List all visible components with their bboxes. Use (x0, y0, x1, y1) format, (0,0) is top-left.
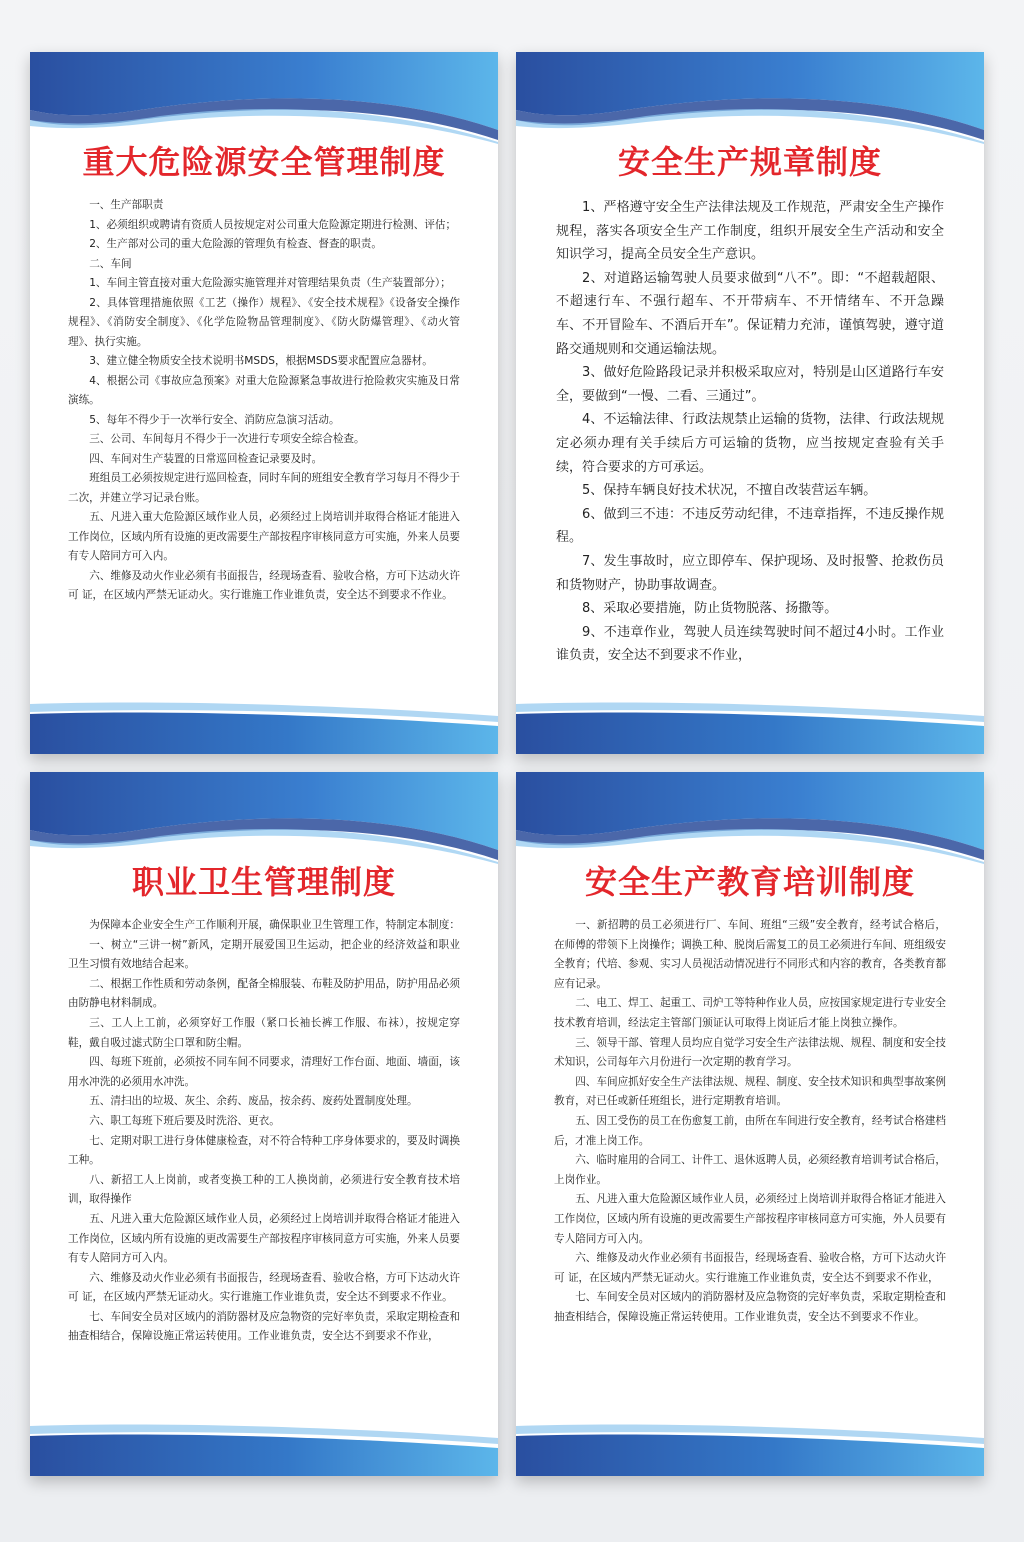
paragraph: 7、发生事故时，应立即停车、保护现场、及时报警、抢救伤员和货物财产，协助事故调查。 (556, 553, 944, 593)
paragraph: 三、公司、车间每月不得少于一次进行专项安全综合检查。 (89, 433, 365, 445)
board-title: 重大危险源安全管理制度 (82, 143, 446, 181)
top-wave-band (30, 772, 498, 864)
paragraph: 五、凡进入重大危险源区域作业人员，必须经过上岗培训并取得合格证才能进入工作岗位，区域内所有设施的更改需要生产部按程序审核同意方可实施，外来人员要有专人陪同方可入内。 (68, 1212, 460, 1265)
paragraph: 四、车间对生产装置的日常巡回检查记录要及时。 (89, 452, 323, 465)
paragraph: 七、车间安全员对区域内的消防器材及应急物资的完好率负责，采取定期检查和抽查相结合，保障设施正常运转使用。工作业谁负责，安全达不到要求不作业。 (554, 1291, 946, 1323)
paragraph: 1、严格遵守安全生产法律法规及工作规范，严肃安全生产操作规程，落实各项安全生产工作制度，组织开展安全生产活动和安全知识学习，提高全员安全生产意识。 (556, 200, 944, 263)
paragraph: 8、采取必要措施，防止货物脱落、扬撒等。 (582, 601, 838, 617)
paragraph: 六、临时雇用的合同工、计件工、退休返聘人员，必须经教育培训考试合格后，上岗作业。 (554, 1154, 946, 1186)
paragraph: 为保障本企业安全生产工作顺利开展，确保职业卫生管理工作，特制定本制度： (89, 919, 460, 931)
paragraph: 5、保持车辆良好技术状况，不擅自改装营运车辆。 (582, 483, 877, 499)
safety-education-training-board (516, 772, 984, 1476)
paragraph: 一、生产部职责 (89, 199, 164, 211)
paragraph: 二、根据工作性质和劳动条例，配备全棉服装、布鞋及防护用品，防护用品必须由防静电材料制成。 (68, 977, 460, 1010)
board-body (68, 196, 460, 606)
paragraph: 八、新招工人上岗前，或者变换工种的工人换岗前，必须进行安全教育技术培训，取得操作 (68, 1173, 460, 1206)
board-body (556, 196, 944, 668)
board-title: 职业卫生管理制度 (131, 863, 396, 901)
bottom-wave-band (30, 700, 498, 754)
bottom-wave-band (516, 1422, 984, 1476)
paragraph: 9、不违章作业，驾驶人员连续驾驶时间不超过4小时。工作业谁负责，安全达不到要求不作业， (556, 624, 944, 664)
paragraph: 七、车间安全员对区域内的消防器材及应急物资的完好率负责，采取定期检查和抽查相结合，保障设施正常运转使用。工作业谁负责，安全达不到要求不作业， (68, 1310, 460, 1343)
paragraph: 四、每班下班前，必须按不同车间不同要求，清理好工作台面、地面、墙面，该用水冲洗的必须用水冲洗。 (68, 1056, 460, 1088)
paragraph: 2、对道路运输驾驶人员要求做到“八不”。即：“不超载超限、不超速行车、不强行超车、不开带病车、不开情绪车、不开急躁车、不开冒险车、不酒后开车”。保证精力充沛，谨慎驾驶，遵守道路交通规则和交通运输法规。 (556, 270, 944, 357)
paragraph: 三、领导干部、管理人员均应自觉学习安全生产法律法规、规程、制度和安全技术知识，公司每年六月份进行一次定期的教育学习。 (554, 1036, 946, 1069)
board-body (554, 916, 946, 1327)
occupational-health-board (30, 772, 498, 1476)
paragraph: 六、维修及动火作业必须有书面报告，经现场查看、验收合格，方可下达动火许可 证，在区域内严禁无证动火。实行谁施工作业谁负责，安全达不到要求不作业。 (68, 1271, 460, 1304)
paragraph: 五、凡进入重大危险源区域作业人员，必须经过上岗培训并取得合格证才能进入工作岗位，区域内所有设施的更改需要生产部按程序审核同意方可实施，外来人员要有专人陪同方可入内。 (68, 511, 460, 562)
paragraph: 六、维修及动火作业必须有书面报告，经现场查看、验收合格，方可下达动火许可 证，在区域内严禁无证动火。实行谁施工作业谁负责，安全达不到要求不作业。 (68, 569, 460, 601)
paragraph: 六、维修及动火作业必须有书面报告，经现场查看、验收合格，方可下达动火许可 证，在区域内严禁无证动火。实行谁施工作业谁负责，安全达不到要求不作业， (554, 1252, 946, 1284)
paragraph: 6、做到三不违：不违反劳动纪律，不违章指挥，不违反操作规程。 (556, 506, 944, 546)
paragraph: 七、定期对职工进行身体健康检查，对不符合特种工序身体要求的，要及时调换工种。 (68, 1134, 460, 1167)
paragraph: 4、不运输法律、行政法规禁止运输的货物，法律、行政法规规定必须办理有关手续后方可运输的货物，应当按规定查验有关手续，符合要求的方可承运。 (556, 412, 944, 475)
bottom-wave-band (30, 1422, 498, 1476)
paragraph: 3、做好危险路段记录并积极采取应对，特别是山区道路行车安全，要做到“一慢、二看、三通过”。 (556, 365, 944, 404)
paragraph: 一、树立“三讲一树”新风，定期开展爱国卫生运动，把企业的经济效益和职业卫生习惯有效地结合起来。 (68, 938, 460, 971)
paragraph: 1、车间主管直接对重大危险源实施管理并对管理结果负责（生产装置部分）； (89, 277, 451, 289)
paragraph: 一、新招聘的员工必须进行厂、车间、班组“三级”安全教育，经考试合格后，在师傅的带领下上岗操作；调换工种、脱岗后需复工的员工必须进行车间、班组级安全教育；代培、参观、实习人员视活动情况进行不同形式和内容的教育，各类教育都应有记录。 (554, 919, 946, 990)
bottom-wave-band (516, 700, 984, 754)
paragraph: 5、每年不得少于一次举行安全、消防应急演习活动。 (89, 413, 340, 426)
paragraph: 四、车间应抓好安全生产法律法规、规程、制度、安全技术知识和典型事故案例教育，对已任或新任班组长，进行定期教育培训。 (554, 1075, 946, 1108)
board-title: 安全生产教育培训制度 (584, 863, 915, 901)
paragraph: 班组员工必须按规定进行巡回检查，同时车间的班组安全教育学习每月不得少于二次，并建立学习记录台账。 (68, 472, 460, 504)
paragraph: 五、因工受伤的员工在伤愈复工前，由所在车间进行安全教育，经考试合格建档后，才准上岗工作。 (554, 1114, 946, 1147)
paragraph: 2、具体管理措施依照《工艺（操作）规程》、《安全技术规程》《设备安全操作规程》、《消防安全制度》、《化学危险物品管理制度》、《防火防爆管理》、《动火管理》、执行实施。 (68, 296, 460, 348)
top-wave-band (516, 772, 984, 864)
paragraph: 4、根据公司《事故应急预案》对重大危险源紧急事故进行抢险救灾实施及日常演练。 (68, 374, 460, 406)
paragraph: 二、电工、焊工、起重工、司炉工等特种作业人员，应按国家规定进行专业安全技术教育培训，经法定主管部门颁证认可取得上岗证后才能上岗独立操作。 (554, 997, 946, 1029)
paragraph: 六、职工每班下班后要及时洗浴、更衣。 (89, 1114, 280, 1127)
top-wave-band (516, 52, 984, 144)
paragraph: 2、生产部对公司的重大危险源的管理负有检查、督查的职责。 (89, 238, 382, 250)
hazard-source-management-board (30, 52, 498, 754)
paragraph: 3、建立健全物质安全技术说明书MSDS，根据MSDS要求配置应急器材。 (89, 355, 433, 367)
paragraph: 三、工人上工前，必须穿好工作服（紧口长袖长裤工作服、布袜），按规定穿鞋，戴自吸过滤式防尘口罩和防尘帽。 (68, 1016, 460, 1049)
safety-production-rules-board (516, 52, 984, 754)
board-title: 安全生产规章制度 (617, 143, 882, 181)
paragraph: 五、凡进入重大危险源区域作业人员，必须经过上岗培训并取得合格证才能进入工作岗位，区域内所有设施的更改需要生产部按程序审核同意方可实施，外人员要有专人陪同方可入内。 (554, 1193, 946, 1245)
top-wave-band (30, 52, 498, 144)
paragraph: 1、必须组织或聘请有资质人员按规定对公司重大危险源定期进行检测、评估； (89, 218, 457, 231)
paragraph: 五、清扫出的垃圾、灰尘、余药、废品，按余药、废药处置制度处理。 (89, 1095, 418, 1108)
board-body (68, 916, 460, 1347)
paragraph: 二、车间 (89, 257, 132, 270)
